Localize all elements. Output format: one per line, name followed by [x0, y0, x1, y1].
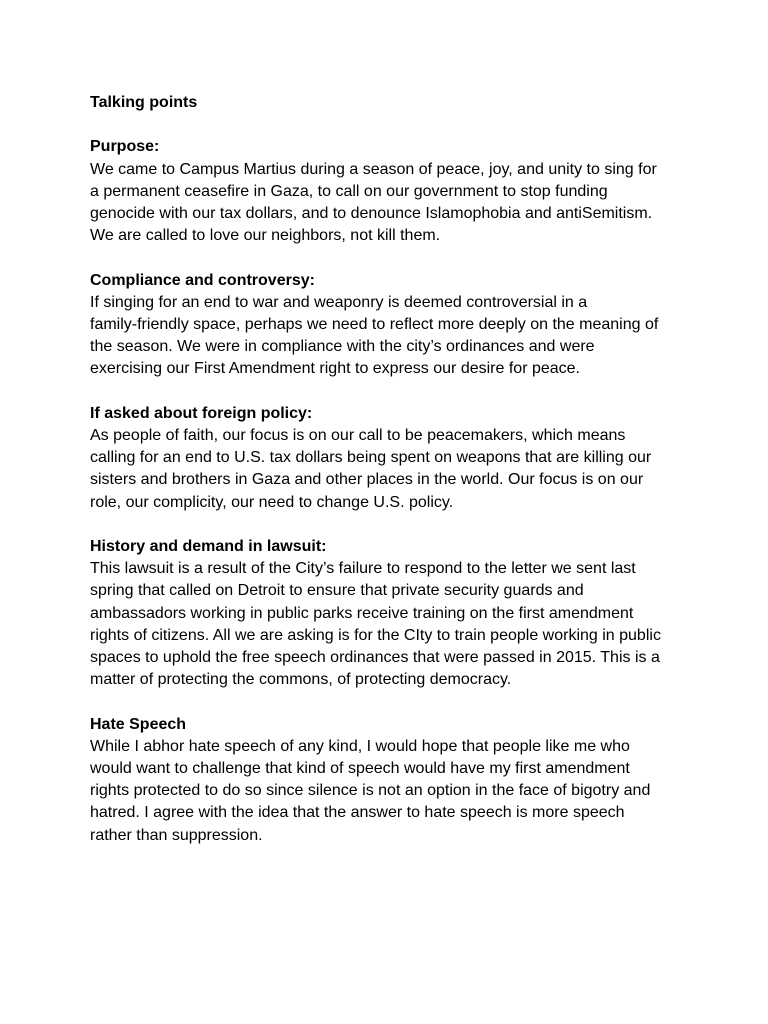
paragraph-line: role, our complicity, our need to change U.S. policy.: [90, 493, 454, 511]
paragraph-line: We are called to love our neighbors, not kill them.: [90, 227, 441, 245]
document-page: [90, 92, 690, 869]
paragraph-line: family-friendly space, perhaps we need to reflect more deeply on the meaning of: [90, 316, 659, 333]
paragraph-line: sisters and brothers in Gaza and other places in the world. Our focus is on our: [90, 471, 644, 489]
section-heading: Purpose:: [90, 138, 160, 156]
paragraph-line: This lawsuit is a result of the City’s failure to respond to the letter we sent last: [90, 560, 636, 578]
paragraph-line: rights protected to do so since silence is not an option in the face of bigotry and: [90, 782, 651, 800]
paragraph-line: matter of protecting the commons, of protecting democracy.: [90, 671, 512, 689]
section-heading: Compliance and controversy:: [90, 271, 315, 289]
paragraph-line: rather than suppression.: [90, 826, 263, 844]
paragraph-line: genocide with our tax dollars, and to denounce Islamophobia and antiSemitism.: [90, 205, 653, 222]
section-compliance-and-controversy: [90, 270, 690, 381]
paragraph-line: spaces to uphold the free speech ordinances that were passed in 2015. This is a: [90, 649, 660, 667]
paragraph-line: would want to challenge that kind of speech would have my first amendment: [90, 760, 630, 778]
section-heading: History and demand in lawsuit:: [90, 538, 327, 555]
paragraph-line: hatred. I agree with the idea that the answer to hate speech is more speech: [90, 804, 625, 822]
section-foreign-policy: [90, 403, 690, 514]
section-history-and-demand: [90, 536, 690, 691]
paragraph-line: a permanent ceasefire in Gaza, to call on our government to stop funding: [90, 182, 608, 200]
paragraph-line: If singing for an end to war and weaponry is deemed controversial in a: [90, 293, 588, 311]
section-heading: If asked about foreign policy:: [90, 404, 313, 422]
paragraph-line: spring that called on Detroit to ensure that private security guards and: [90, 582, 584, 600]
paragraph-line: While I abhor hate speech of any kind, I would hope that people like me who: [90, 737, 630, 755]
document-title: Talking points: [90, 94, 198, 111]
paragraph-line: As people of faith, our focus is on our call to be peacemakers, which means: [90, 427, 626, 444]
section-hate-speech: [90, 714, 690, 847]
paragraph-line: ambassadors working in public parks receive training on the first amendment: [90, 604, 634, 622]
paragraph-line: We came to Campus Martius during a season of peace, joy, and unity to sing for: [90, 160, 657, 178]
section-purpose: [90, 136, 690, 247]
paragraph-line: the season. We were in compliance with the city’s ordinances and were: [90, 338, 595, 356]
section-heading: Hate Speech: [90, 715, 187, 733]
paragraph-line: exercising our First Amendment right to express our desire for peace.: [90, 360, 580, 378]
paragraph-line: rights of citizens. All we are asking is for the CIty to train people working in public: [90, 626, 661, 644]
paragraph-line: calling for an end to U.S. tax dollars being spent on weapons that are killing our: [90, 449, 652, 467]
